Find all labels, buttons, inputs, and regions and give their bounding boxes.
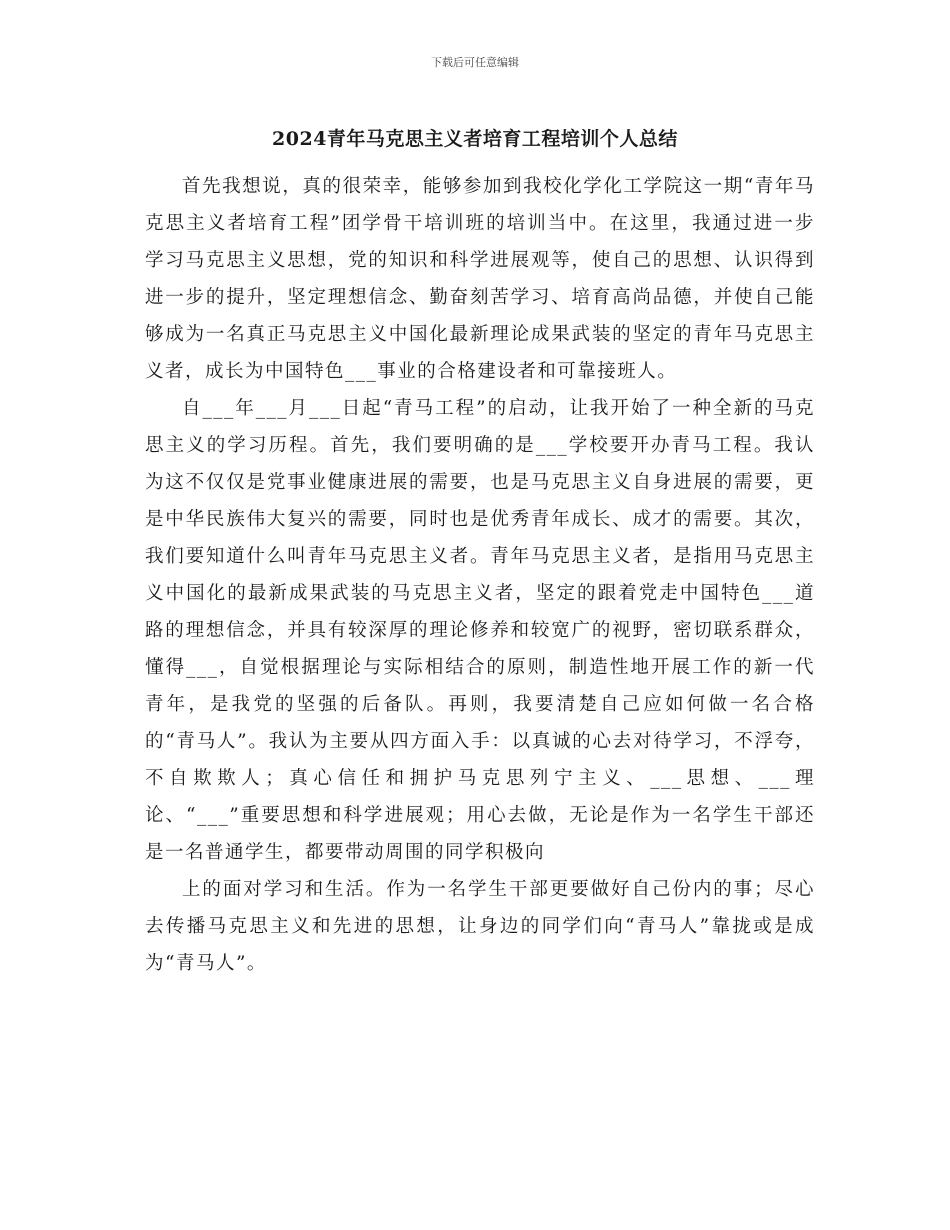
- document-title: 2024青年马克思主义者培育工程培训个人总结: [272, 128, 678, 150]
- document-body: [145, 168, 815, 982]
- paragraph-1: 首先我想说，真的很荣幸，能够参加到我校化学化工学院这一期“青年马克思主义者培育工程”团学骨干培训班的培训当中。在这里，我通过进一步学习马克思主义思想，党的知识和科学进展观等，使自己的思想、认识得到进一步的提升，坚定理想信念、勤奋刻苦学习、培育高尚品德，并使自己能够成为一名真正马克思主义中国化最新理论成果武装的坚定的青年马克思主义者，成长为中国特色___事业的合格建设者和可靠接班人。: [145, 176, 815, 382]
- paragraph-3: 上的面对学习和生活。作为一名学生干部更要做好自己份内的事；尽心去传播马克思主义和先进的思想，让身边的同学们向“青马人”靠拢或是成为“青马人”。: [145, 879, 815, 974]
- paragraph-2: 自___年___月___日起“青马工程”的启动，让我开始了一种全新的马克思主义的学习历程。首先，我们要明确的是___学校要开办青马工程。我认为这不仅仅是党事业健康进展的需要，也是马克思主义自身进展的需要，更是中华民族伟大复兴的需要，同时也是优秀青年成长、成才的需要。其次，我们要知道什么叫青年马克思主义者。青年马克思主义者，是指用马克思主义中国化的最新成果武装的马克思主义者，坚定的跟着党走中国特色___道路的理想信念，并具有较深厚的理论修养和较宽广的视野，密切联系群众，懂得___，自觉根据理论与实际相结合的原则，制造性地开展工作的新一代青年，是我党的坚强的后备队。再则，我要清楚自己应如何做一名合格的“青马人”。我认为主要从四方面入手：以真诚的心去对待学习，不浮夸，不自欺欺人；真心信任和拥护马克思列宁主义、___思想、___理论、“___”重要思想和科学进展观；用心去做，无论是作为一名学生干部还是一名普通学生，都要带动周围的同学积极向: [145, 398, 815, 863]
- header-note: 下载后可任意编辑: [431, 56, 519, 69]
